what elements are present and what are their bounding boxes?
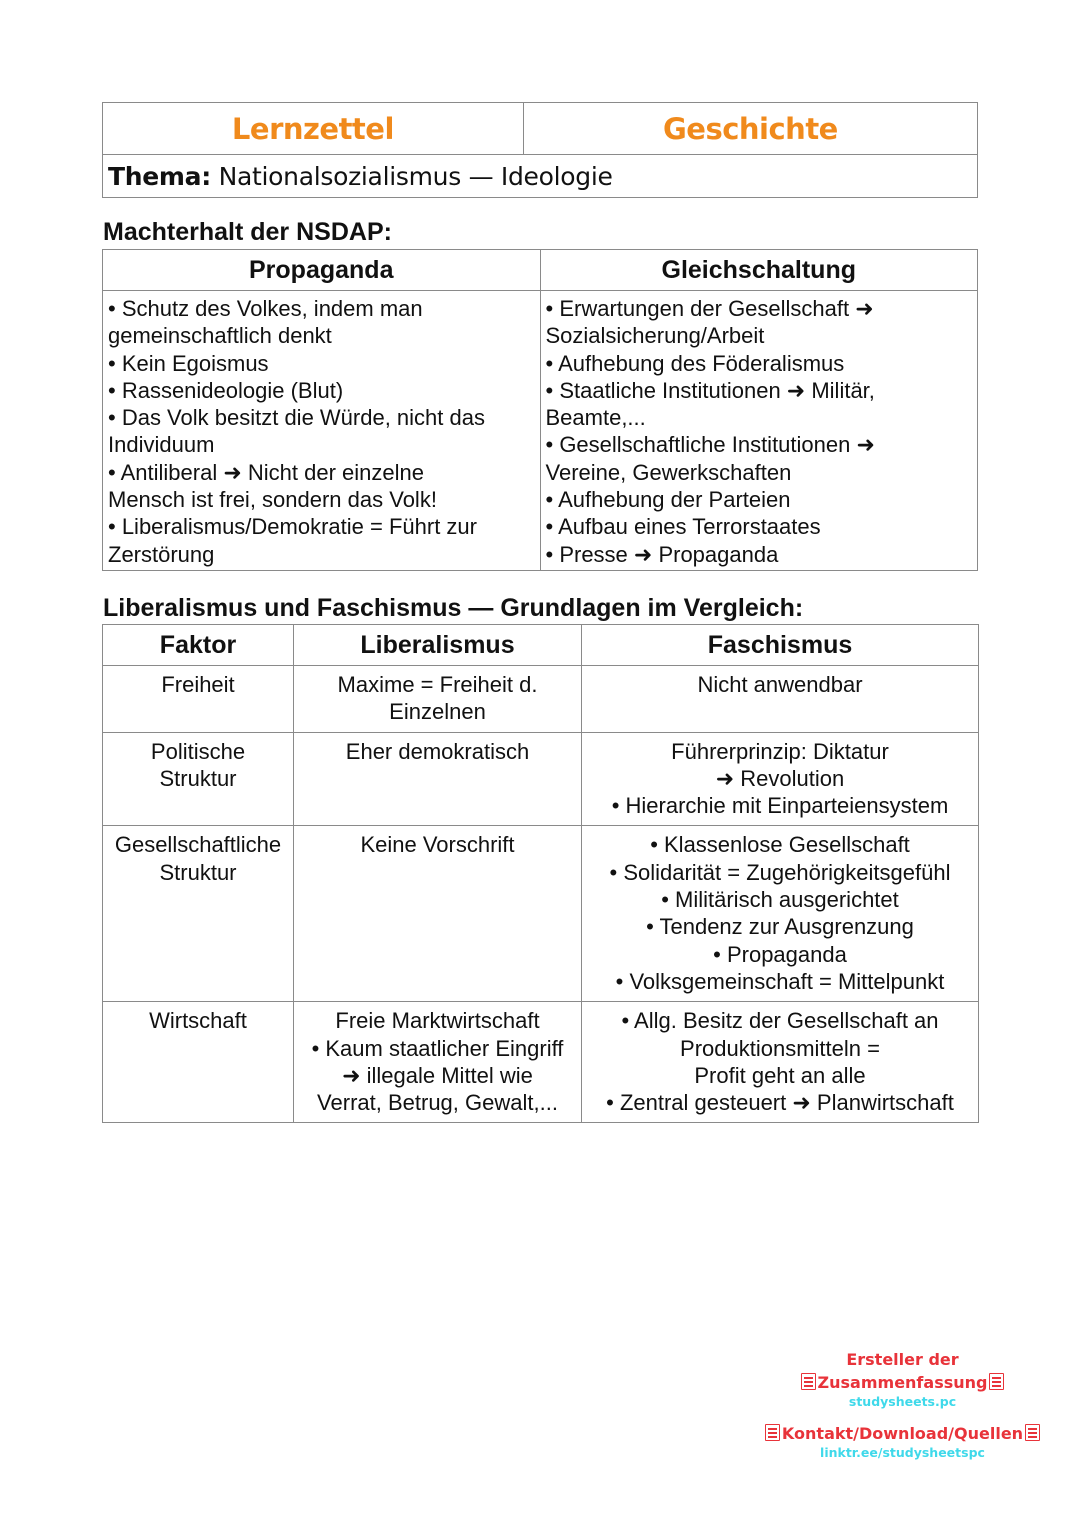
liberalismus-cell [294,666,582,733]
credit-line-ersteller: Ersteller der [846,1350,959,1369]
propaganda-line: • Schutz des Volkes, indem man [108,296,423,321]
propaganda-line: • Das Volk besitzt die Würde, nicht das [108,405,485,431]
table-row-wirtschaft [103,1002,979,1123]
cell-line: • Hierarchie mit Einparteiensystem [611,793,949,819]
machterhalt-table [102,249,978,571]
cell-line: ➜ Revolution [715,765,845,791]
col-header-faktor: Faktor [103,625,294,666]
header-lernzettel: Lernzettel [103,103,524,155]
faschismus-cell [582,732,979,826]
cell-line: ➜ illegale Mittel wie [342,1062,533,1088]
table-row-politische-struktur [103,732,979,826]
cell-line: Maxime = Freiheit d. [337,672,538,697]
faktor-cell [103,666,294,733]
document-icon [989,1373,1004,1390]
liberalismus-cell [294,1002,582,1123]
gleichschaltung-line: • Aufhebung der Parteien [545,487,791,513]
cell-line: Nicht anwendbar [697,672,863,697]
propaganda-line: Mensch ist frei, sondern das Volk! [108,487,437,513]
col-header-liberalismus: Liberalismus [294,625,582,666]
cell-line: • Tendenz zur Ausgrenzung [646,914,914,940]
propaganda-line: Zerstörung [108,541,215,567]
cell-line: • Allg. Besitz der Gesellschaft an [621,1008,939,1034]
faktor-cell [103,826,294,1002]
cell-line: Wirtschaft [149,1008,247,1034]
cell-line: Struktur [159,859,237,885]
header-subject: Geschichte [523,103,977,155]
col-header-gleichschaltung: Gleichschaltung [540,250,978,291]
cell-line: • Kaum staatlicher Eingriff [311,1035,564,1061]
cell-line: Freiheit [161,672,235,697]
propaganda-line: • Rassenideologie (Blut) [108,377,344,403]
faktor-cell [103,1002,294,1123]
cell-line: Produktionsmitteln = [680,1035,880,1061]
propaganda-line: • Kein Egoismus [108,350,269,376]
cell-line: • Volksgemeinschaft = Mittelpunkt [615,968,945,994]
document-icon [801,1373,816,1390]
propaganda-line: • Liberalismus/Demokratie = Führt zur [108,514,477,540]
credit-line-kontakt [760,1422,1045,1445]
cell-line: Gesellschaftliche [114,832,282,858]
thema-row [103,155,978,198]
gleichschaltung-line: • Aufbau eines Terrorstaates [545,514,821,540]
faktor-cell [103,732,294,826]
faschismus-cell [582,826,979,1002]
vergleich-table [102,624,979,1123]
cell-line: • Militärisch ausgerichtet [661,887,899,913]
propaganda-cell [103,291,541,571]
cell-line: • Zentral gesteuert ➜ Planwirtschaft [606,1090,954,1116]
credit-line-zusammenfassung [760,1371,1045,1394]
gleichschaltung-line: Vereine, Gewerkschaften [545,459,792,485]
cell-line: • Klassenlose Gesellschaft [650,832,910,858]
thema-label: Thema: [108,161,211,191]
propaganda-line: gemeinschaftlich denkt [108,323,332,349]
cell-line: Struktur [159,765,237,791]
cell-line: • Propaganda [713,941,847,967]
faschismus-cell [582,1002,979,1123]
gleichschaltung-line: Sozialsicherung/Arbeit [545,323,765,349]
credit-link[interactable]: linktr.ee/studysheetspc [820,1445,985,1460]
credits-block [760,1348,1045,1461]
cell-line: Einzelnen [389,699,486,725]
gleichschaltung-line: • Presse ➜ Propaganda [545,541,779,567]
credit-kontakt-text: Kontakt/Download/Quellen [781,1424,1024,1443]
credit-zusammenfassung-text: Zusammenfassung [817,1373,988,1392]
cell-line: Keine Vorschrift [360,832,515,858]
propaganda-line: Individuum [108,432,215,458]
credit-handle[interactable]: studysheets.pc [848,1394,957,1409]
document-icon [765,1424,780,1441]
liberalismus-cell [294,732,582,826]
header-table [102,102,978,198]
table-row-gesellschaftliche-struktur [103,826,979,1002]
document-icon [1025,1424,1040,1441]
faschismus-cell [582,666,979,733]
gleichschaltung-line: Beamte,... [545,405,646,431]
cell-line: • Solidarität = Zugehörigkeitsgefühl [609,859,951,885]
gleichschaltung-line: • Gesellschaftliche Institutionen ➜ [545,432,875,458]
section-title-machterhalt: Machterhalt der NSDAP: [103,218,392,246]
col-header-faschismus: Faschismus [582,625,979,666]
gleichschaltung-line: • Aufhebung des Föderalismus [545,350,845,376]
cell-line: Freie Marktwirtschaft [335,1008,540,1034]
cell-line: Eher demokratisch [345,738,530,764]
liberalismus-cell [294,826,582,1002]
section-title-vergleich: Liberalismus und Faschismus — Grundlagen im Vergleich: [103,594,804,622]
gleichschaltung-line: • Erwartungen der Gesellschaft ➜ [545,296,874,321]
cell-line: Profit geht an alle [694,1062,866,1088]
cell-line: Führerprinzip: Diktatur [671,738,889,764]
cell-line: Verrat, Betrug, Gewalt,... [317,1090,558,1116]
propaganda-line: • Antiliberal ➜ Nicht der einzelne [108,459,424,485]
table-row-freiheit [103,666,979,733]
col-header-propaganda: Propaganda [103,250,541,291]
cell-line: Politische [150,738,246,764]
thema-value: Nationalsozialismus — Ideologie [218,161,613,191]
gleichschaltung-line: • Staatliche Institutionen ➜ Militär, [545,377,875,403]
gleichschaltung-cell [540,291,978,571]
